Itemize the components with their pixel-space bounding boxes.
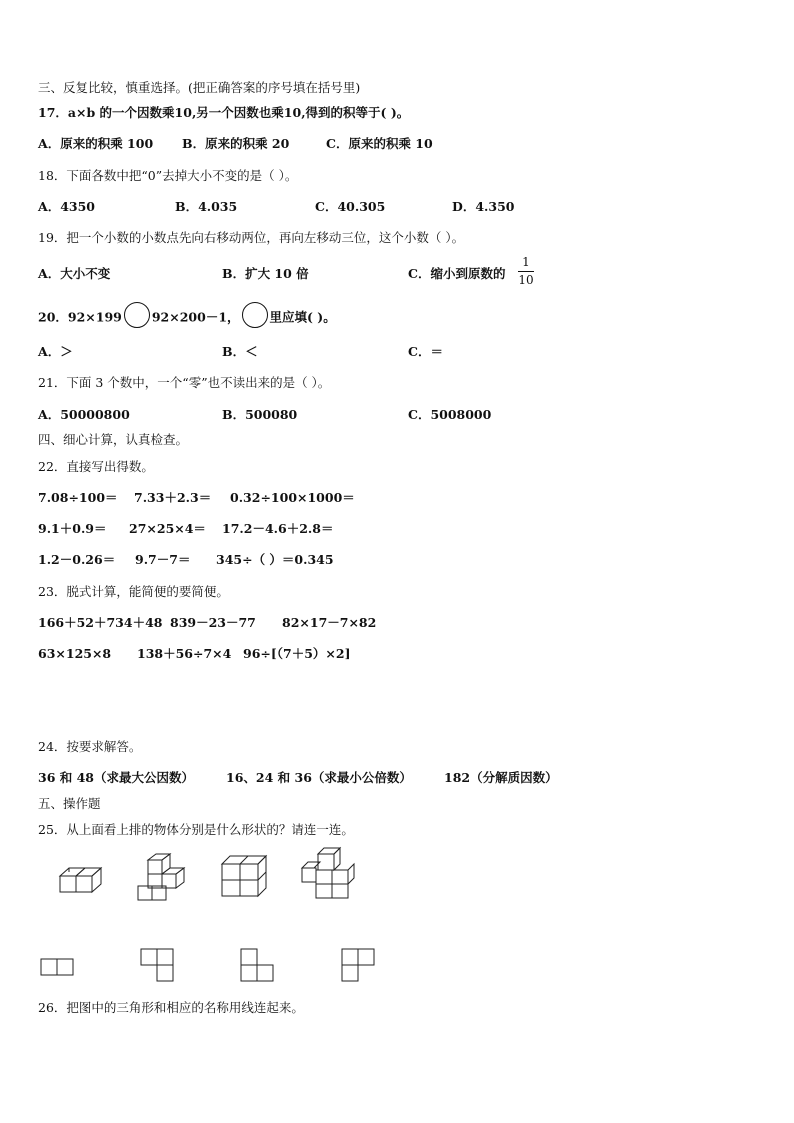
fraction-denominator: 10 (518, 273, 534, 287)
top-view-shape-3[interactable] (240, 948, 276, 984)
question-17: 17．a×b 的一个因数乘10,另一个因数也乘10,得到的积等于( )。 (38, 105, 410, 120)
q24-item: 16、24 和 36（求最小公倍数） (226, 770, 412, 785)
q17-option-b[interactable]: B．原来的积乘 20 (182, 136, 290, 151)
q18-option-b[interactable]: B．4.035 (175, 199, 238, 214)
cube-figure-2[interactable] (134, 852, 186, 902)
q20-middle: 92×200－1， (151, 309, 240, 325)
top-view-shape-4[interactable] (341, 948, 377, 984)
q19-fraction (518, 256, 534, 287)
q19-option-c[interactable]: C．缩小到原数的 (408, 266, 506, 281)
q17-option-c[interactable]: C．原来的积乘 10 (326, 136, 433, 151)
calc-item: 9.1＋0.9＝ (38, 521, 107, 536)
q18-option-c[interactable]: C．40.305 (315, 199, 386, 214)
cube-figure-4[interactable] (300, 846, 358, 900)
top-view-shape-1[interactable] (40, 957, 76, 977)
q20-suffix: 里应填( )。 (269, 309, 336, 325)
q19-option-b[interactable]: B．扩大 10 倍 (222, 266, 309, 281)
section-4-title: 四、细心计算，认真检查。 (38, 432, 189, 447)
q18-option-a[interactable]: A．4350 (38, 199, 95, 214)
question-18: 18．下面各数中把“0”去掉大小不变的是（ ）。 (38, 168, 298, 183)
q17-option-a[interactable]: A．原来的积乘 100 (38, 136, 154, 151)
calc-item: 82×17－7×82 (282, 615, 377, 630)
question-21: 21．下面 3 个数中，一个“零”也不读出来的是（ ）。 (38, 375, 331, 390)
calc-item: 7.33＋2.3＝ (134, 490, 212, 505)
q21-option-b[interactable]: B．500080 (222, 407, 298, 422)
calc-item: 7.08÷100＝ (38, 490, 118, 505)
calc-item: 839－23－77 (170, 615, 256, 630)
calc-item: 9.7－7＝ (135, 552, 191, 567)
calc-item: 96÷[（7＋5）×2] (243, 646, 351, 661)
calc-item: 27×25×4＝ (129, 521, 206, 536)
calc-item: 138＋56÷7×4 (137, 646, 232, 661)
q24-item: 36 和 48（求最大公因数） (38, 770, 194, 785)
q20-option-b[interactable]: B．＜ (222, 344, 258, 359)
section-3-title: 三、反复比较，慎重选择。(把正确答案的序号填在括号里) (38, 80, 361, 95)
q24-item: 182（分解质因数） (444, 770, 558, 785)
fraction-numerator: 1 (522, 255, 530, 269)
question-22: 22．直接写出得数。 (38, 459, 154, 474)
top-view-shape-2[interactable] (140, 948, 176, 984)
q21-option-c[interactable]: C．5008000 (408, 407, 492, 422)
question-19: 19．把一个小数的小数点先向右移动两位，再向左移动三位，这个小数（ ）。 (38, 230, 465, 245)
answer-circle[interactable] (242, 302, 268, 328)
calc-item: 166＋52＋734＋48 (38, 615, 163, 630)
calc-item: 345÷（ ）＝0.345 (216, 552, 334, 567)
question-26: 26．把图中的三角形和相应的名称用线连起来。 (38, 1000, 304, 1015)
cube-figure-1[interactable] (55, 858, 105, 900)
calc-item: 1.2－0.26＝ (38, 552, 116, 567)
question-23: 23．脱式计算，能简便的要简便。 (38, 584, 229, 599)
q21-option-a[interactable]: A．50000800 (38, 407, 130, 422)
answer-circle[interactable] (124, 302, 150, 328)
calc-item: 63×125×8 (38, 646, 112, 661)
question-25: 25．从上面看上排的物体分别是什么形状的？请连一连。 (38, 822, 354, 837)
q20-prefix: 20．92×199 (38, 309, 122, 325)
question-20 (38, 308, 336, 328)
q18-option-d[interactable]: D．4.350 (452, 199, 515, 214)
q20-option-a[interactable]: A．＞ (38, 344, 73, 359)
question-24: 24．按要求解答。 (38, 739, 142, 754)
calc-item: 0.32÷100×1000＝ (230, 490, 355, 505)
cube-figure-3[interactable] (218, 852, 270, 900)
q19-option-a[interactable]: A．大小不变 (38, 266, 111, 281)
section-5-title: 五、操作题 (38, 796, 101, 811)
calc-item: 17.2－4.6＋2.8＝ (222, 521, 334, 536)
q20-option-c[interactable]: C．＝ (408, 344, 443, 359)
